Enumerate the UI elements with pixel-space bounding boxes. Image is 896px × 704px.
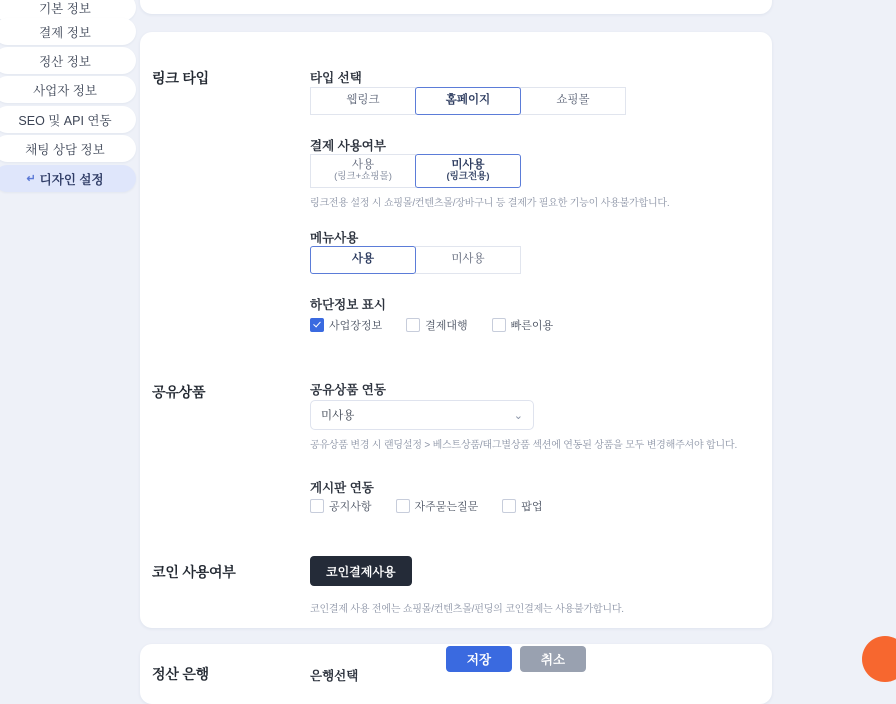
sidebar-item-design-settings[interactable]	[0, 165, 136, 192]
coin-payment-use-button[interactable]: 코인결제사용	[310, 556, 412, 586]
payment-option-use[interactable]	[310, 154, 416, 188]
payment-option-use-sub: (링크+쇼핑몰)	[334, 171, 392, 183]
shared-product-select[interactable]	[310, 400, 534, 430]
payment-option-unused-main: 미사용	[451, 158, 485, 171]
checkbox-icon[interactable]	[492, 318, 506, 332]
checkbox-label: 팝업	[521, 501, 543, 513]
payment-use-segmented[interactable]	[310, 154, 521, 188]
helper-payment-use: 링크전용 설정 시 쇼핑몰/컨텐츠몰/장바구니 등 결제가 필요한 기능이 사용불가합니다.	[310, 198, 670, 209]
checkbox-icon[interactable]	[310, 499, 324, 513]
action-bar	[136, 646, 896, 672]
menu-option-unused[interactable]: 미사용	[415, 246, 521, 274]
checkbox-label: 사업장정보	[329, 320, 383, 332]
type-option-shoppingmall[interactable]: 쇼핑몰	[520, 87, 626, 115]
section-title-coin-use: 코인 사용여부	[152, 564, 236, 580]
menu-option-use[interactable]: 사용	[310, 246, 416, 274]
payment-option-unused-sub: (링크전용)	[446, 171, 490, 183]
sidebar	[0, 0, 136, 672]
sidebar-item-seo-api[interactable]	[0, 106, 136, 133]
sidebar-item-label: 결제 정보	[39, 25, 91, 40]
checkbox-label: 결제대행	[425, 320, 468, 332]
checkbox-item-quick-use[interactable]	[492, 317, 554, 333]
design-settings-card	[140, 32, 772, 628]
checkbox-label: 빠른이용	[510, 320, 554, 332]
field-label-bank-select: 은행선택	[310, 669, 359, 683]
checkbox-label: 공지사항	[329, 501, 372, 513]
sidebar-item-label: 정산 정보	[39, 54, 91, 69]
chevron-down-icon: ⌄	[513, 409, 523, 422]
checkbox-item-payment-agency[interactable]	[406, 317, 468, 333]
helper-coin-use: 코인결제 사용 전에는 쇼핑몰/컨텐츠몰/펀딩의 코인결제는 사용불가합니다.	[310, 604, 624, 615]
checkbox-item-popup[interactable]	[502, 498, 542, 514]
field-label-shared-product-link: 공유상품 연동	[310, 383, 386, 397]
footer-info-checkbox-group	[310, 317, 577, 333]
save-button[interactable]: 저장	[446, 646, 512, 672]
sidebar-item-business-info[interactable]	[0, 76, 136, 103]
checkbox-item-business-info[interactable]	[310, 317, 382, 333]
board-link-checkbox-group	[310, 498, 567, 514]
chat-support-button[interactable]	[862, 636, 896, 682]
main-content	[136, 0, 896, 683]
checkbox-icon[interactable]	[406, 318, 420, 332]
sidebar-item-label: 사업자 정보	[33, 83, 97, 98]
checkbox-label: 자주묻는질문	[414, 501, 479, 513]
type-option-weblink[interactable]: 웹링크	[310, 87, 416, 115]
field-label-menu-use: 메뉴사용	[310, 231, 359, 245]
section-title-link-type: 링크 타입	[152, 70, 209, 86]
section-title-shared-product: 공유상품	[152, 384, 206, 400]
field-label-payment-use: 결제 사용여부	[310, 139, 386, 153]
checkbox-icon[interactable]	[396, 499, 410, 513]
payment-option-unused[interactable]	[415, 154, 521, 188]
field-label-footer-info: 하단정보 표시	[310, 298, 386, 312]
sidebar-item-payment-info[interactable]	[0, 18, 136, 45]
sidebar-item-chat-consult[interactable]	[0, 135, 136, 162]
menu-use-segmented[interactable]	[310, 246, 521, 274]
sidebar-item-label: 디자인 설정	[39, 172, 104, 187]
shared-product-select-value: 미사용	[321, 410, 355, 422]
section-title-settlement-bank: 정산 은행	[152, 666, 209, 682]
payment-option-use-main: 사용	[351, 158, 375, 171]
return-arrow-icon: ↵	[26, 173, 36, 185]
field-label-board-link: 게시판 연동	[310, 481, 374, 495]
helper-shared-product: 공유상품 변경 시 랜딩설정 > 베스트상품/태그별상품 섹션에 연동된 상품을 모두 변경해주셔야 합니다.	[310, 440, 738, 451]
type-option-homepage[interactable]: 홈페이지	[415, 87, 521, 115]
previous-section-card	[140, 0, 772, 14]
sidebar-item-settlement-info[interactable]	[0, 47, 136, 74]
checkbox-icon[interactable]	[310, 318, 324, 332]
checkbox-item-faq[interactable]	[396, 498, 479, 514]
checkbox-item-notice[interactable]	[310, 498, 372, 514]
sidebar-item-label: 채팅 상담 정보	[25, 142, 105, 157]
field-label-type-select: 타입 선택	[310, 71, 362, 85]
sidebar-item-label: SEO 및 API 연동	[18, 113, 112, 128]
checkbox-icon[interactable]	[502, 499, 516, 513]
cancel-button[interactable]: 취소	[520, 646, 586, 672]
sidebar-item-label: 기본 정보	[39, 1, 91, 16]
type-select-segmented[interactable]	[310, 87, 626, 115]
